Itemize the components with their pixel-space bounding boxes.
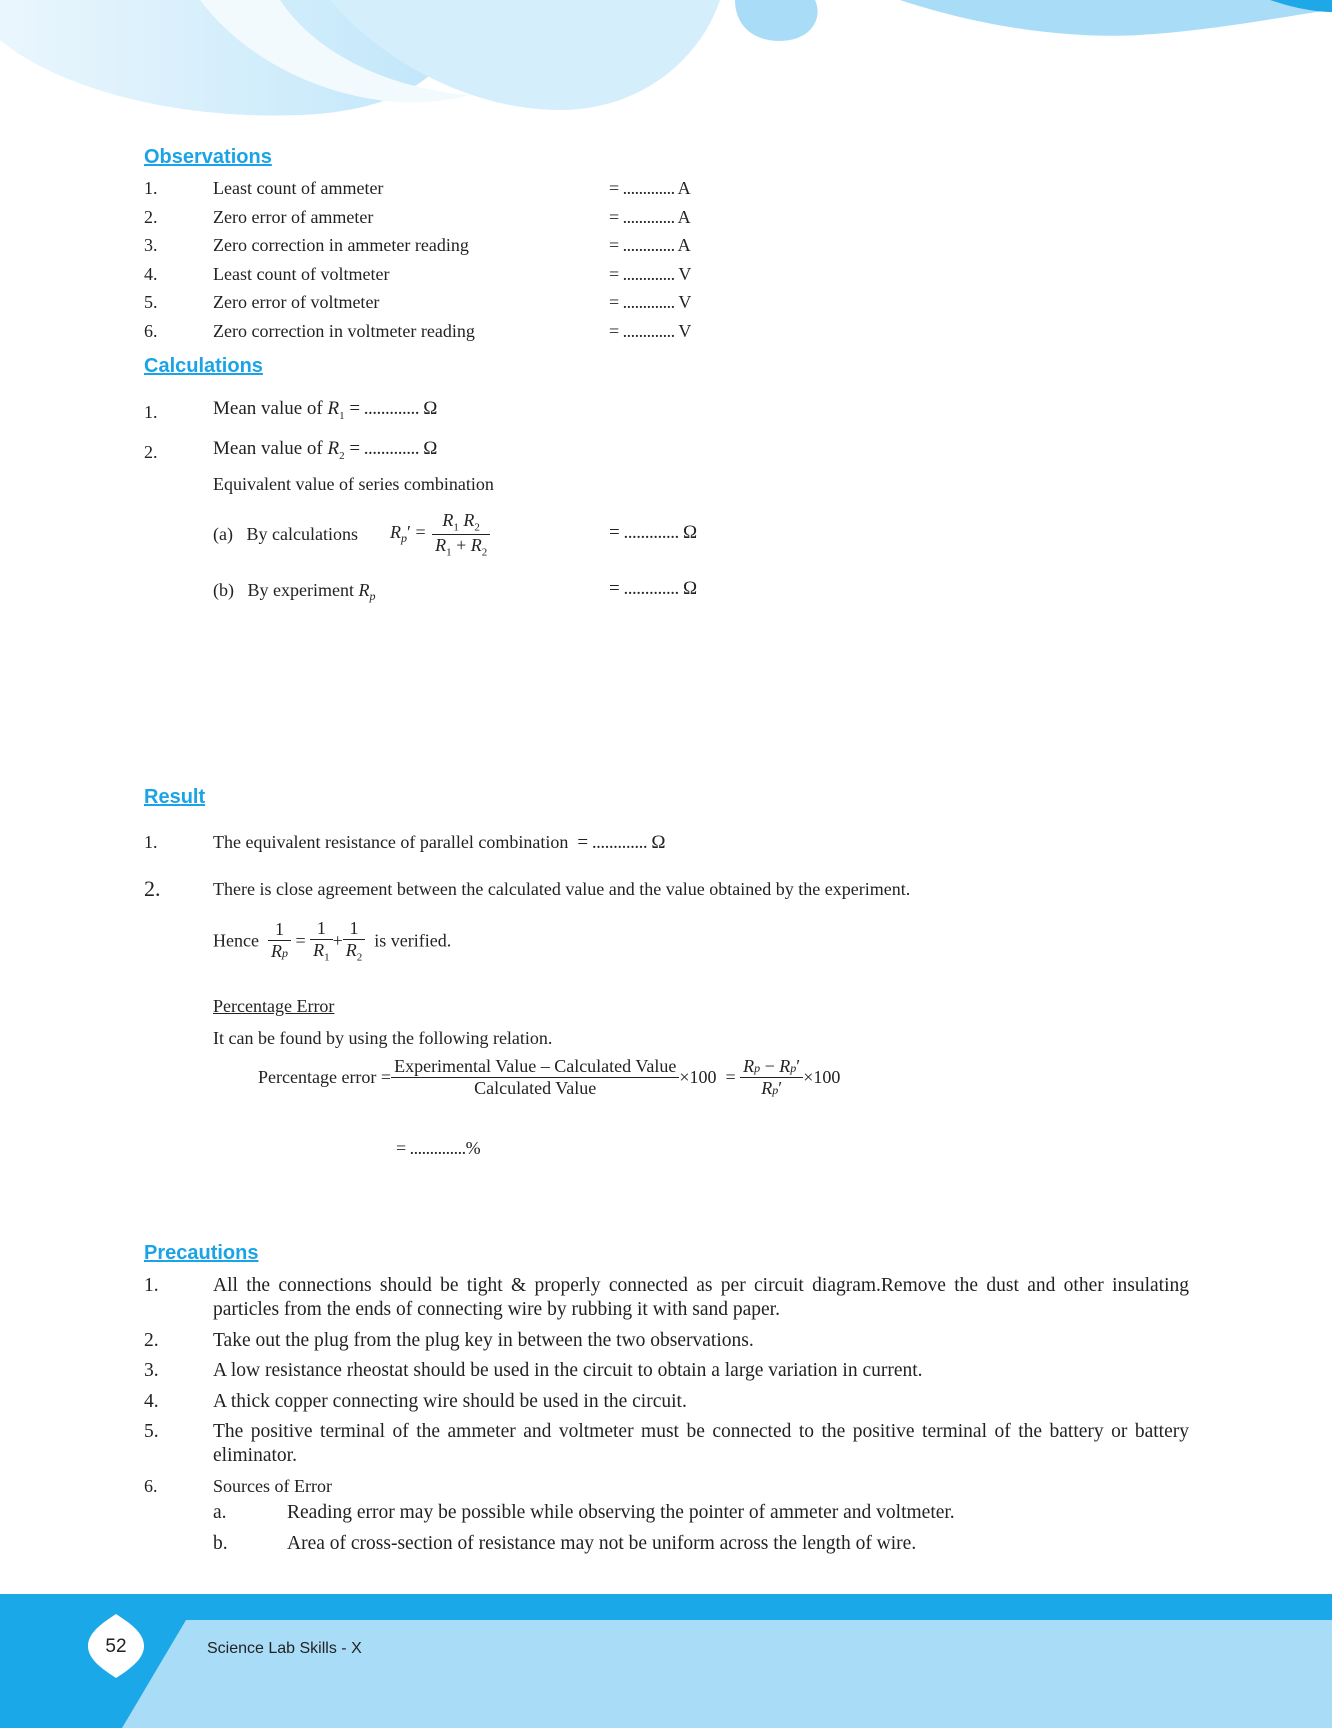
mean-r1: Mean value of $R_1$ = ............. Ω (213, 398, 437, 422)
obs-value: = ............. V (609, 264, 691, 284)
precaution-item: The positive terminal of the ammeter and voltmeter must be connected to the positive terminal of the battery or battery eliminator. (213, 1421, 1189, 1466)
source-item: Reading error may be possible while observing the pointer of ammeter and voltmeter. (287, 1502, 955, 1523)
obs-number: 6. (144, 321, 158, 341)
result-heading: Result (144, 786, 206, 808)
result-number: 2. (144, 876, 161, 901)
result-number: 1. (144, 832, 158, 852)
precaution-number: 5. (144, 1421, 159, 1442)
obs-number: 4. (144, 264, 158, 284)
obs-value: = ............. A (609, 207, 691, 227)
precaution-item: Sources of Error (213, 1476, 332, 1496)
calculations-heading: Calculations (144, 355, 263, 377)
hence-formula: Hence $\frac{1}{Rp}$ = $\frac{1}{R_1}$ + $\frac{1}{R_2}$ is verified. (213, 918, 452, 964)
source-letter: b. (213, 1533, 228, 1554)
footer-band (0, 1594, 1332, 1728)
precaution-number: 1. (144, 1275, 159, 1296)
precautions-heading: Precautions (144, 1242, 259, 1264)
percentage-error-formula: Percentage error = $\frac{\text{Experimental Value – Calculated Value}}{\text{Calculated Value}}$ ×100 = $\frac{Rp - Rp'}{Rp'}$ ×100 (258, 1056, 841, 1098)
equivalent-label: Equivalent value of series combination (213, 474, 494, 494)
obs-number: 3. (144, 235, 158, 255)
precaution-item: A low resistance rheostat should be used in the circuit to obtain a large variation in current. (213, 1360, 923, 1381)
obs-label: Zero error of voltmeter (213, 292, 380, 312)
obs-value: = ............. A (609, 178, 691, 198)
page-number: 52 (105, 1636, 127, 1657)
result-item-2: There is close agreement between the calculated value and the value obtained by the experiment. (213, 879, 911, 899)
by-calculations-value: = ............. Ω (609, 522, 697, 543)
obs-label: Zero correction in ammeter reading (213, 235, 469, 255)
mean-r2: Mean value of $R_2$ = ............. Ω (213, 438, 437, 462)
calc-number: 2. (144, 442, 158, 462)
by-experiment-value: = ............. Ω (609, 578, 697, 599)
precaution-number: 3. (144, 1360, 159, 1381)
obs-number: 5. (144, 292, 158, 312)
obs-value: = ............. V (609, 321, 691, 341)
precaution-item: All the connections should be tight & properly connected as per circuit diagram.Remove the dust and other insulating particles from the ends of connecting wire by rubbing it with sand paper. (213, 1275, 1189, 1320)
header-decoration (0, 0, 1332, 130)
source-item: Area of cross-section of resistance may not be uniform across the length of wire. (287, 1533, 917, 1554)
obs-label: Zero correction in voltmeter reading (213, 321, 475, 341)
relation-text: It can be found by using the following relation. (213, 1028, 553, 1048)
book-title: Science Lab Skills - X (207, 1640, 362, 1657)
by-experiment-label: (b) By experiment $R_p$ (213, 580, 376, 603)
obs-label: Least count of ammeter (213, 178, 384, 198)
rp-prime-formula: $R_p'$ = $\frac{R_1 R_2}{R_1 + R_2}$ (390, 510, 490, 558)
percentage-error-value: = ..............% (396, 1138, 481, 1158)
observations-heading: Observations (144, 146, 272, 168)
obs-value: = ............. V (609, 292, 691, 312)
obs-number: 1. (144, 178, 158, 198)
percentage-error-heading: Percentage Error (213, 996, 335, 1016)
precaution-number: 2. (144, 1330, 159, 1351)
precaution-number: 6. (144, 1476, 158, 1496)
obs-label: Least count of voltmeter (213, 264, 390, 284)
obs-number: 2. (144, 207, 158, 227)
precaution-item: Take out the plug from the plug key in between the two observations. (213, 1330, 754, 1351)
obs-label: Zero error of ammeter (213, 207, 374, 227)
precaution-item: A thick copper connecting wire should be used in the circuit. (213, 1391, 687, 1412)
result-item-1: The equivalent resistance of parallel combination = ............. Ω (213, 832, 665, 853)
obs-value: = ............. A (609, 235, 691, 255)
calc-number: 1. (144, 402, 158, 422)
precaution-number: 4. (144, 1391, 159, 1412)
source-letter: a. (213, 1502, 227, 1523)
by-calculations-label: (a) By calculations (213, 524, 358, 544)
